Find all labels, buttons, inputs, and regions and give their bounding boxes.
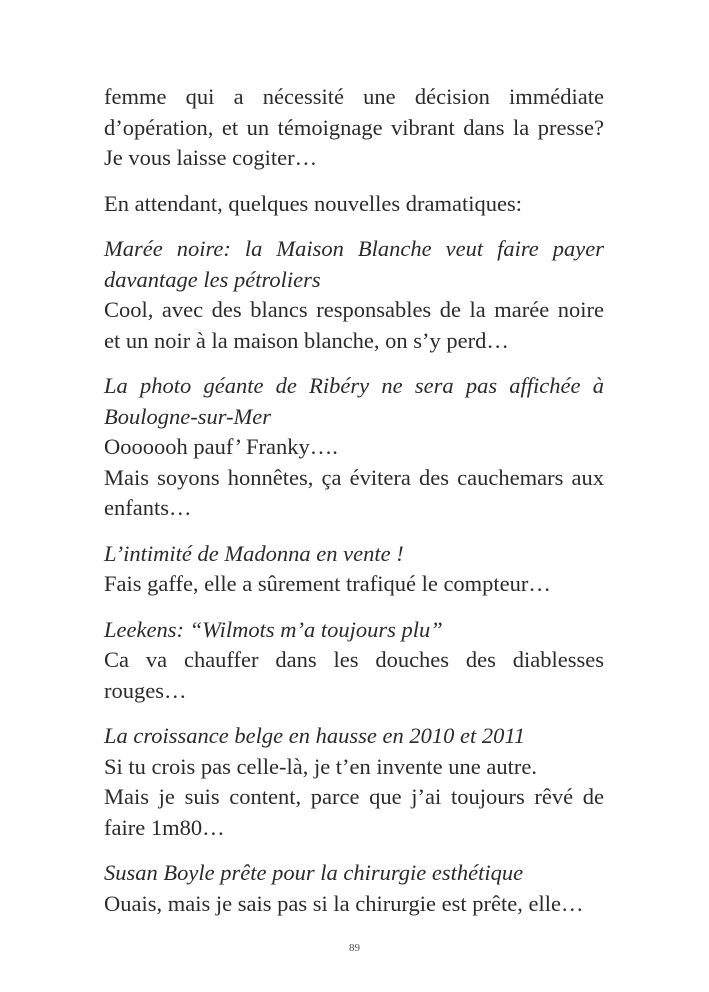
- comment-line: Fais gaffe, elle a sûrement trafiqué le compteur…: [104, 571, 551, 596]
- comment-line: et un noir à la maison blanche, on s’y perd…: [104, 327, 509, 353]
- text-line: En attendant, quelques nouvelles dramatiques:: [104, 190, 523, 216]
- news-item-madonna: [104, 539, 604, 600]
- paragraph-intro: [104, 82, 604, 174]
- headline-line: Leekens: “Wilmots m’a toujours plu”: [104, 616, 443, 642]
- headline-line: La croissance belge en hausse en 2010 et 2011: [104, 723, 526, 748]
- headline-line: Marée noire: la Maison Blanche veut faire payer: [104, 236, 604, 261]
- comment-line: faire 1m80…: [104, 814, 225, 840]
- page-body: [104, 82, 604, 934]
- comment-line: Si tu crois pas celle-là, je t’en invente une autre.: [104, 753, 537, 779]
- headline-line: La photo géante de Ribéry ne sera pas affichée à: [104, 373, 604, 398]
- news-item-maree-noire: [104, 234, 604, 356]
- comment-line: Ouais, mais je sais pas si la chirurgie est prête, elle…: [104, 890, 584, 916]
- headline-line: Boulogne-sur-Mer: [104, 403, 272, 429]
- headline-line: L’intimité de Madonna en vente !: [104, 540, 404, 566]
- news-item-susan-boyle: [104, 858, 604, 919]
- comment-line: rouges…: [104, 677, 187, 703]
- page-number: 89: [349, 942, 360, 954]
- comment-line: Ca va chauffer dans les douches des diablesses: [104, 647, 604, 672]
- news-item-ribery: [104, 371, 604, 524]
- paragraph-transition: [104, 189, 604, 220]
- news-item-leekens: [104, 615, 604, 707]
- text-line: d’opération, et un témoignage vibrant dans la presse?: [104, 114, 604, 140]
- comment-line: Mais je suis content, parce que j’ai toujours rêvé de: [104, 784, 604, 809]
- text-line: femme qui a nécessité une décision immédiate: [104, 84, 604, 109]
- comment-line: Cool, avec des blancs responsables de la marée noire: [104, 297, 604, 322]
- text-line: Je vous laisse cogiter…: [104, 145, 318, 170]
- comment-line: Ooooooh pauf’ Franky….: [104, 434, 338, 459]
- news-item-croissance: [104, 721, 604, 843]
- headline-line: Susan Boyle prête pour la chirurgie esthétique: [104, 860, 524, 885]
- headline-line: davantage les pétroliers: [104, 266, 321, 292]
- comment-line: enfants…: [104, 495, 192, 520]
- comment-line: Mais soyons honnêtes, ça évitera des cauchemars aux: [104, 464, 604, 490]
